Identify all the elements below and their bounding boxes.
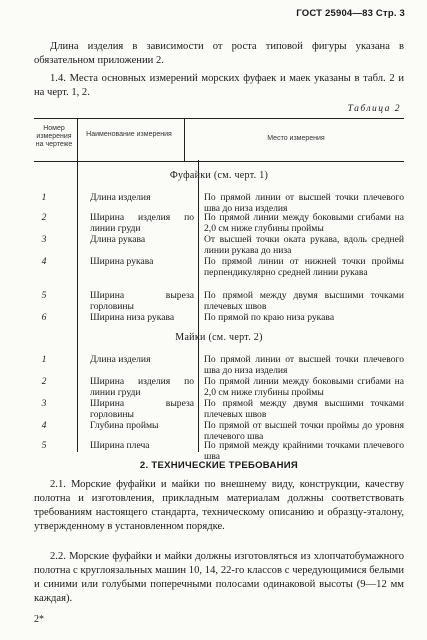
row-place: По прямой линии между боковыми сгибами на 2,0 см ниже глубины проймы [204, 376, 404, 398]
row-place: От высшей точки оката рукава, вдоль средней линии рукава до низа [204, 234, 404, 256]
table-header [34, 118, 404, 162]
row-name: Глубина проймы [90, 420, 159, 431]
row-place: По прямой линии от высшей точки плечевого шва до низа изделия [204, 192, 404, 214]
row-number: 4 [41, 420, 47, 431]
row-number: 1 [41, 192, 47, 203]
table-divider [77, 160, 78, 452]
row-place: По прямой между двумя высшими точками плечевых швов [204, 398, 404, 420]
intro-paragraph-1-4: 1.4. Места основных измерений морских фуфаек и маек указаны в табл. 2 и на черт. 1, 2. [34, 73, 404, 98]
row-place: По прямой линии между боковыми сгибами на 2,0 см ниже глубины проймы [204, 212, 404, 234]
row-name: Ширина изделия по линии груди [90, 376, 194, 398]
table-name: Таблица 2 [347, 104, 401, 114]
row-name: Длина рукава [90, 234, 146, 245]
tech-paragraph-2-1: 2.1. Морские фуфайки и майки по внешнему виду, конструкции, качеству полотна и изготовления, прикладным материалам должны соответствовать требованиям настоящего стандарта, техническому описанию и образцу-эталону, утвержденному в установленном порядке. [34, 479, 404, 532]
section-title: 2. ТЕХНИЧЕСКИЕ ТРЕБОВАНИЯ [139, 460, 299, 471]
row-number: 3 [41, 234, 47, 245]
table-divider [198, 160, 199, 452]
row-place: По прямой от высшей точки проймы до уровня плечевого шва [204, 420, 404, 442]
page-mark: 2* [34, 614, 44, 625]
col-header-number: Номер измерения на чертеже [35, 125, 73, 148]
row-number: 5 [41, 440, 47, 451]
row-number: 5 [41, 290, 47, 301]
row-name: Ширина выреза горловины [90, 290, 194, 312]
row-name: Ширина рукава [90, 256, 154, 267]
tech-paragraph-2-2: 2.2. Морские фуфайки и майки должны изготовляться из хлопчатобумажного полотна с круглоязальных машин 10, 14, 22-го классов с чередующимися белыми и синими или голубыми поперечными полосами одинаковой высоты (9—12 мм каждая). [34, 551, 404, 604]
table-section-fufaiki: Фуфайки (см. черт. 1) [169, 170, 269, 181]
row-name: Ширина низа рукава [90, 312, 175, 323]
table-divider [184, 119, 185, 161]
table-section-maiki: Майки (см. черт. 2) [175, 332, 263, 343]
table-divider [77, 119, 78, 161]
row-number: 2 [41, 376, 47, 387]
row-number: 6 [41, 312, 47, 323]
row-number: 4 [41, 256, 47, 267]
col-header-place: Место измерения [267, 135, 325, 142]
intro-paragraph-1: Длина изделия в зависимости от роста типовой фигуры указана в обязательном приложении 2. [34, 41, 404, 66]
page-header: ГОСТ 25904—83 Стр. 3 [296, 8, 405, 19]
row-name: Длина изделия [90, 354, 151, 365]
row-name: Длина изделия [90, 192, 151, 203]
row-number: 3 [41, 398, 47, 409]
row-name: Ширина изделия по линии груди [90, 212, 194, 234]
row-number: 2 [41, 212, 47, 223]
row-place: По прямой линии от высшей точки плечевого шва до низа изделия [204, 354, 404, 376]
row-place: По прямой по краю низа рукава [204, 312, 335, 323]
row-place: По прямой между крайними точками плечевого шва [204, 440, 404, 462]
row-number: 1 [41, 354, 47, 365]
row-place: По прямой линии от нижней точки проймы перпендикулярно средней линии рукава [204, 256, 404, 278]
row-name: Ширина плеча [90, 440, 150, 451]
row-name: Ширина выреза горловины [90, 398, 194, 420]
row-place: По прямой между двумя высшими точками плечевых швов [204, 290, 404, 312]
col-header-name: Наименование измерения [86, 131, 172, 138]
